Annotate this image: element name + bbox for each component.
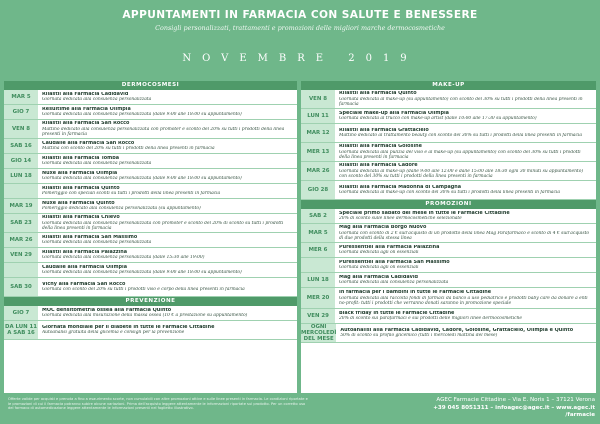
- event-description: 50% di sconto su profilo glicemico (tutti i mercoledì mattina del mese): [340, 333, 498, 339]
- list-item: [4, 263, 297, 278]
- event-title: Caudalie alla Farmacia Olimpia: [42, 264, 128, 270]
- list-item: [4, 184, 297, 199]
- event-date: MER 13: [301, 143, 335, 161]
- event-date: GIO 28: [301, 181, 335, 199]
- event-description: Autoanalisi gratuita della glicemia e consigli per la prevenzione: [42, 330, 185, 336]
- event-date: SAB 23: [4, 214, 38, 232]
- event-title: MOC densitometria ossea alla Farmacia Quinto: [42, 307, 172, 313]
- event-title: Black friday in tutte le Farmacie Cittadine: [339, 310, 455, 316]
- list-item: [301, 258, 596, 273]
- event-date: MAR 5: [301, 224, 335, 242]
- list-item: [301, 324, 596, 343]
- event-date: GIO 7: [4, 105, 38, 119]
- event-text: [38, 214, 297, 232]
- event-description: 20% di sconto sulle linee dermocosmetiche selezionate: [339, 216, 462, 222]
- event-description: 20% di sconto sui parafarmaci e sui prodotti delle migliori linee dermocosmetiche: [339, 316, 523, 322]
- event-date: VEN 8: [4, 120, 38, 138]
- event-description: Giornata dedicata alla pulizia del viso e al make-up (su appuntamento) con sconto del 30% su tutti i prodotti della linea presenti in farmacia: [339, 149, 581, 160]
- event-title: Caudalie alla Farmacia San Rocco: [42, 140, 135, 146]
- list-item: [4, 169, 297, 184]
- event-date: [301, 258, 335, 272]
- event-title: Vichy alla Farmacia San Rocco: [42, 281, 126, 287]
- event-title: Rilastil alla Farmacia Tomba: [42, 155, 120, 161]
- list-item: [4, 248, 297, 263]
- list-item: [301, 143, 596, 162]
- event-text: [38, 321, 297, 339]
- event-date: MER 6: [301, 243, 335, 257]
- event-date: SAB 2: [301, 209, 335, 223]
- event-date: OGNI MERCOLEDÌ DEL MESE: [301, 324, 337, 342]
- event-description: Giornata dedicata al make-up con sconto del 30% su tutti i prodotti della linea presenti in farmacia: [339, 190, 561, 196]
- list-item: [301, 243, 596, 258]
- event-date: [4, 263, 38, 277]
- list-item: [4, 214, 297, 233]
- event-description: Giornata con sconto di 2 € sull'acquisto di un prodotto della linea Mag Parafarmaco e sconto di 4 € sull'acquisto di due prodotti della stessa linea: [339, 230, 590, 241]
- page-title: APPUNTAMENTI IN FARMACIA CON SALUTE E BENESSERE: [122, 9, 478, 21]
- event-text: [336, 324, 596, 342]
- event-text: [335, 273, 596, 287]
- footer-company: AGEC Farmacie Cittadine – Via E. Noris 1 – 37121 Verona: [436, 397, 595, 403]
- event-description: Giornata con sconto del 20% su tutti i prodotti viso e corpo della linea presenti in farmacia: [42, 287, 245, 293]
- list-item: [4, 199, 297, 214]
- list-item: [301, 181, 596, 200]
- footer-contacts-block: [425, 397, 595, 420]
- footer-disclaimer: Offerte valide per acquisti e prenota a fino a esaurimento scorte, non cumulabili con altre promozioni attive e sulle linee presenti in farmacia. Le condizioni riportate e le promozioni di cui il farmacia potranno subire alcune variazioni. Prima dell'acquisto leggere attentamente le informazioni riportate sul prodotto. Per un corretto uso del farmaco di automedicazione leggere attentamente le informazioni presenti nel foglietto illustrativo.: [8, 397, 308, 411]
- event-text: [38, 248, 297, 262]
- event-description: Giornata dedicata al make-up (su appuntamento) con sconto del 30% su tutti i prodotti della linea presenti in farmacia: [339, 96, 583, 107]
- event-text: [335, 162, 596, 180]
- event-date: LUN 11: [301, 109, 335, 123]
- event-title: Nuxe alla Farmacia Quinto: [42, 200, 115, 206]
- list-item: [4, 233, 297, 248]
- list-item: [301, 162, 596, 181]
- event-description: Giornata dedicata alla consulenza personalizzata (dalle 9:00 alle 18:00 su appuntamento): [42, 112, 242, 118]
- event-date: MAR 5: [4, 90, 38, 104]
- event-title: Rilastil alla Farmacia Grattacielo: [339, 127, 429, 133]
- event-text: [38, 90, 297, 104]
- event-text: [335, 309, 596, 323]
- list-item: [4, 306, 297, 321]
- event-description: Giornata dedicata alla consulenza personalizzata: [42, 97, 152, 103]
- event-description: Giornata dedicata alla raccolta fondi di farmaci da banco a uso pediatrico e prodotti baby care da donare a enti no-profit: tutti i prodotti che verranno donati saranno in promozione speciale: [339, 295, 588, 306]
- event-text: [335, 224, 596, 242]
- makeup-list: [301, 90, 596, 200]
- event-description: Giornata dedicata alla consulenza personalizzata (dalle 9:00 alle 18:00 su appuntamento): [42, 270, 242, 276]
- event-text: [38, 184, 297, 198]
- event-text: [335, 258, 596, 272]
- event-date: LUN 18: [4, 169, 38, 183]
- event-title: Rilastil alla Farmacia Cadidavid: [42, 91, 129, 97]
- event-title: Rilastil alla Farmacia San Massimo: [42, 234, 138, 240]
- event-date: LUN 18: [301, 273, 335, 287]
- event-title: Rilastil alla Farmacia Chièvo: [42, 215, 120, 220]
- page-subtitle: Consigli personalizzati, trattamenti e promozioni delle migliori marche dermocosmetiche: [155, 24, 445, 32]
- list-item: [301, 288, 596, 309]
- event-title: Rilastil alla Farmacia Madonna di Campagna: [339, 184, 462, 190]
- event-text: [38, 154, 297, 168]
- section-heading-dermocosmesi: DERMOCOSMESI: [4, 81, 297, 90]
- event-description: Pomeriggio con speciali sconti su tutti i prodotti della linea presenti in farmacia: [42, 191, 221, 197]
- prevenzione-list: [4, 306, 297, 340]
- event-description: Giornata dedicata agli oli essenziali: [339, 265, 419, 271]
- event-date: MAR 12: [301, 124, 335, 142]
- list-item: [301, 124, 596, 143]
- event-date: VEN 29: [4, 248, 38, 262]
- event-date: VEN 8: [301, 90, 335, 108]
- event-date: GIO 14: [4, 154, 38, 168]
- month-label: NOVEMBRE 2019: [182, 53, 418, 64]
- event-text: [38, 263, 297, 277]
- section-heading-makeup: MAKE-UP: [301, 81, 596, 90]
- event-text: [38, 199, 297, 213]
- event-text: [38, 306, 297, 320]
- event-description: Giornata dedicata agli oli essenziali: [339, 250, 419, 256]
- list-item: [4, 120, 297, 139]
- event-date: [4, 184, 38, 198]
- event-text: [38, 105, 297, 119]
- event-description: Giornata dedicata alla consulenza personalizzata: [339, 280, 449, 286]
- list-item: [4, 154, 297, 169]
- list-item: [4, 90, 297, 105]
- event-text: [335, 109, 596, 123]
- list-item: [301, 224, 596, 243]
- footer-contacts: +39 045 8051311 – infoagec@agec.it – www.agec.it /farmacie: [433, 404, 595, 418]
- list-item: [4, 321, 297, 340]
- dermocosmesi-list: [4, 90, 297, 297]
- list-item: [301, 309, 596, 324]
- event-title: Resultime alla Farmacia Olimpia: [42, 106, 131, 112]
- event-text: [335, 143, 596, 161]
- event-title: Autoanalisi alla Farmacia Cadidavid, Cadore, Golosine, Grattacielo, Olimpia e Quinto: [340, 327, 574, 333]
- event-date: SAB 30: [4, 278, 38, 296]
- left-column: [4, 81, 297, 393]
- event-description: Giornata dedicata alla consulenza personalizzata: [42, 240, 152, 246]
- right-column: [301, 81, 596, 393]
- event-title: Speciale primo sabato del mese in tutte le Farmacie Cittadine: [339, 210, 510, 216]
- event-description: Giornata dedicata al make-up (dalle 9:00 alle 12:00 e dalle 15:00 alle 18:30 ogni 30 minuti su appuntamento) con sconto del 30% su tutti i prodotti della linea presenti in farmacia: [339, 168, 584, 179]
- event-title: Puressentiel alla Farmacia San Massimo: [339, 259, 450, 265]
- event-title: Mag alla Farmacia Borgo Nuovo: [339, 225, 427, 230]
- event-text: [38, 139, 297, 153]
- event-description: Mattina con sconto del 20% su tutti i prodotti della linea presenti in farmacia: [42, 146, 215, 152]
- event-date: SAB 16: [4, 139, 38, 153]
- event-title: Rilastil alla Farmacia Quinto: [339, 91, 417, 96]
- event-text: [335, 181, 596, 199]
- list-item: [301, 209, 596, 224]
- list-item: [4, 278, 297, 297]
- event-title: Rilastil alla Farmacia Quinto: [42, 185, 120, 191]
- event-description: Giornata dedicata al trucco con make-up artist (dalle 10:00 alle 17:30 su appuntamento): [339, 116, 537, 122]
- event-text: [335, 288, 596, 308]
- event-text: [335, 90, 596, 108]
- event-text: [335, 124, 596, 142]
- section-heading-promozioni: PROMOZIONI: [301, 200, 596, 209]
- event-description: Giornata dedicata alla misurazione della massa ossea (10 € a prestazione su appuntamento): [42, 313, 248, 319]
- event-title: Rilastil alla Farmacia San Rocco: [42, 121, 130, 126]
- event-title: Nuxe alla Farmacia Olimpia: [42, 170, 118, 176]
- event-title: Speciale make-up alla Farmacia Olimpia: [339, 110, 449, 116]
- event-date: MAR 26: [4, 233, 38, 247]
- list-item: [4, 105, 297, 120]
- event-text: [38, 278, 297, 296]
- event-description: Mattino dedicato alla consulenza personalizzata con promoter e sconto del 20% su tutti i prodotti della linea presenti in farmacia: [42, 126, 285, 137]
- event-title: Rilastil alla Farmacia Cadore: [339, 163, 418, 168]
- section-heading-prevenzione: PREVENZIONE: [4, 297, 297, 306]
- event-description: Mattino dedicato al trattamento beauty con sconto del 30% su tutti i prodotti della linea presenti in farmacia: [339, 133, 583, 139]
- event-date: VEN 29: [301, 309, 335, 323]
- list-item: [301, 273, 596, 288]
- event-description: Giornata dedicata alla consulenza personalizzata con promoter e sconto del 20% di sconto su tutti i prodotti della linea presenti in farmacia: [42, 220, 284, 231]
- list-item: [4, 139, 297, 154]
- event-text: [335, 243, 596, 257]
- event-date: MAR 19: [4, 199, 38, 213]
- list-item: [301, 90, 596, 109]
- event-date: GIO 7: [4, 306, 38, 320]
- event-date: DA LUN 11 A SAB 16: [4, 321, 38, 339]
- event-date: MAR 26: [301, 162, 335, 180]
- event-text: [38, 120, 297, 138]
- event-description: Giornata dedicata alla consulenza personalizzata (dalle 9:00 alle 18:00 su appuntamento): [42, 176, 242, 182]
- promozioni-list: [301, 209, 596, 343]
- event-title: Rilastil alla Farmacia Golosine: [339, 144, 422, 149]
- event-text: [38, 169, 297, 183]
- event-description: Giornata dedicata alla consulenza personalizzata: [42, 161, 152, 167]
- event-title: Rilastil alla Farmacia Palazzina: [42, 249, 128, 255]
- event-date: MER 20: [301, 288, 335, 308]
- event-title: Puressentiel alla Farmacia Palazzina: [339, 244, 440, 250]
- event-description: Pomeriggio dedicato alla consulenza personalizzata (su appuntamento): [42, 206, 201, 212]
- event-title: Giornata mondiale per il diabete in tutte le Farmacie Cittadine: [42, 324, 215, 330]
- event-title: Mag alla Farmacia Cadidavid: [339, 274, 418, 280]
- event-description: Giornata dedicata alla consulenza personalizzata (dalle 15:30 alle 19:00): [42, 255, 205, 261]
- list-item: [301, 109, 596, 124]
- event-text: [335, 209, 596, 223]
- event-title: In farmacia per i bambini in tutte le Farmacie Cittadine: [339, 289, 492, 295]
- event-text: [38, 233, 297, 247]
